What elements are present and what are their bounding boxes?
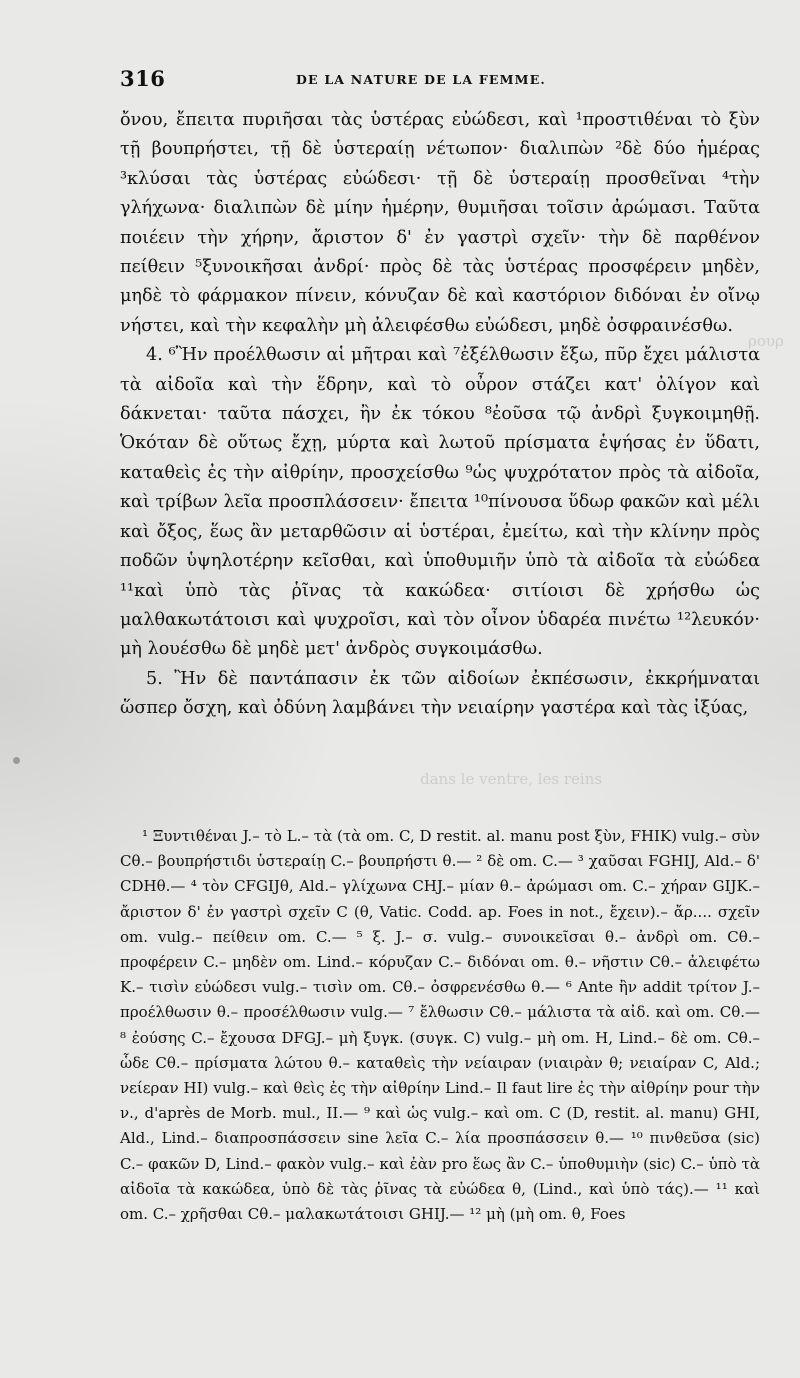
section-text: Ἢν δὲ παντάπασιν ἐκ τῶν αἰδοίων ἐκπέσωσιν, ἐκκρήμναται ὥσπερ ὄσχη, καὶ ὀδύνη λαμβάνει τὴν νειαίρην γαστέρα καὶ τὰς ἰξύας, xyxy=(120,668,761,719)
section-number: 5. xyxy=(146,668,163,689)
running-title: DE LA NATURE DE LA FEMME. xyxy=(296,72,546,87)
section-number: 4. xyxy=(146,345,163,366)
page-number: 316 xyxy=(120,66,166,91)
section-5 xyxy=(120,665,760,724)
main-text xyxy=(120,106,760,724)
bleed-through-mark: dans le ventre, les reins xyxy=(420,770,603,788)
section-4 xyxy=(120,341,760,664)
bleed-through-mark: ρουρ xyxy=(748,332,784,350)
footnotes xyxy=(120,824,760,1227)
section-text: ⁶Ἢν προέλθωσιν αἱ μῆτραι καὶ ⁷ἐξέλθωσιν ἔξω, πῦρ ἔχει μάλιστα τὰ αἰδοῖα καὶ τὴν ἕδρην, καὶ τὸ οὖρον στάζει κατ' ὀλίγον καὶ δάκνεται· ταῦτα πάσχει, ἢν ἐκ τόκου ⁸ἐοῦσα τῷ ἀνδρὶ ξυγκοιμηθῇ. Ὁκόταν δὲ οὕτως ἔχῃ, μύρτα καὶ λωτοῦ πρίσματα ἑψήσας ἐν ὕδατι, καταθεὶς ἐς τὴν αἰθρίην, προσχείσθω ⁹ὡς ψυχρότατον πρὸς τὰ αἰδοῖα, καὶ τρίβων λεῖα προσπλάσσειν· ἔπειτα ¹⁰πίνουσα ὕδωρ φακῶν καὶ μέλι καὶ ὄξος, ἕως ἂν μεταρθῶσιν αἱ ὑστέραι, ἐμείτω, καὶ τὴν κλίνην πρὸς ποδῶν ὑψηλοτέρην κεῖσθαι, καὶ ὑποθυμιῆν ὑπὸ τὰ αἰδοῖα τὰ εὐώδεα ¹¹καὶ ὑπὸ τὰς ῥῖνας τὰ κακώδεα· σιτίοισι δὲ χρήσθω ὡς μαλθακωτάτοισι καὶ ψυχροῖσι, καὶ τὸν οἶνον ὑδαρέα πινέτω ¹²λευκόν· μὴ λουέσθω δὲ μηδὲ μετ' ἀνδρὸς συγκοιμάσθω. xyxy=(120,345,761,660)
page-header xyxy=(120,64,760,104)
paragraph-continuation: ὄνου, ἔπειτα πυριῆσαι τὰς ὑστέρας εὐώδεσι, καὶ ¹προστιθέναι τὸ ξὺν τῇ βουπρήστει, τῇ δὲ ὑστεραίῃ νέτωπον· διαλιπὼν ²δὲ δύο ἡμέρας ³κλύσαι τὰς ὑστέρας εὐώδεσι· τῇ δὲ ὑστεραίῃ προσθεῖναι ⁴τὴν γλήχωνα· διαλιπὼν δὲ μίην ἡμέρην, θυμιῆσαι τοῖσιν ἀρώμασι. Ταῦτα ποιέειν τὴν χήρην, ἄριστον δ' ἐν γαστρὶ σχεῖν· τὴν δὲ παρθένον πείθειν ⁵ξυνοικῆσαι ἀνδρί· πρὸς δὲ τὰς ὑστέρας προσφέρειν μηδὲν, μηδὲ τὸ φάρμακον πίνειν, κόνυζαν δὲ καὶ καστόριον διδόναι ἐν οἴνῳ νήστει, καὶ τὴν κεφαλὴν μὴ ἀλειφέσθω εὐώδεσι, μηδὲ ὀσφραινέσθω. xyxy=(120,110,760,336)
footnote-apparatus: ¹ Ξυντιθέναι J.– τὸ L.– τὰ (τὰ om. C, D restit. al. manu post ξὺν, FHIK) vulg.– σὺν Cθ.– βουπρήστιδι ὑστεραίῃ C.– βουπρήστι θ.— ² δὲ om. C.— ³ χαῦσαι FGHIJ, Ald.– δ' CDHθ.— ⁴ τὸν CFGIJθ, Ald.– γλίχωνα CHJ.– μίαν θ.– ἀρώμασι om. C.– χήραν GIJK.– ἄριστον δ' ἐν γαστρὶ σχεῖν C (θ, Vatic. Codd. ap. Foes in not., ἔχειν).– ἄρ.... σχεῖν om. vulg.– πείθειν om. C.— ⁵ ξ. J.– σ. vulg.– συνοικεῖσαι θ.– ἀνδρὶ om. Cθ.– προφέρειν C.– μηδὲν om. Lind.– κόρυζαν C.– διδόναι om. θ.– νῆστιν Cθ.– ἀλειφέτω K.– τισὶν εὐώδεσι vulg.– τισὶν om. Cθ.– ὀσφρενέσθω θ.— ⁶ Ante ἢν addit τρίτον J.– προέλθωσιν θ.– προσέλθωσιν vulg.— ⁷ ἔλθωσιν Cθ.– μάλιστα τὰ αἰδ. καὶ om. Cθ.— ⁸ ἐούσης C.– ἔχουσα DFGJ.– μὴ ξυγκ. (συγκ. C) vulg.– μὴ om. H, Lind.– δὲ om. Cθ.– ὧδε Cθ.– πρίσματα λώτου θ.– καταθεὶς τὴν νείαιραν (νιαιρὰν θ; νειαίραν C, Ald.; νείεραν HI) vulg.– καὶ θεὶς ἐς τὴν αἰθρίην Lind.– Il faut lire ἐς τὴν αἰθρίην pour τὴν ν., d'après de Morb. mul., II.— ⁹ καὶ ὡς vulg.– καὶ om. C (D, restit. al. manu) GHI, Ald., Lind.– διαπροσπάσσειν sine λεῖα C.– λία προσπάσσειν θ.— ¹⁰ πινθεῦσα (sic) C.– φακῶν D, Lind.– φακὸν vulg.– καὶ ἐὰν pro ἕως ἂν C.– ὑποθυμιὴν (sic) C.– ὑπὸ τὰ αἰδοῖα τὰ κακώδεα, ὑπὸ δὲ τὰς ῥῖνας τὰ εὐώδεα θ, (Lind., καὶ ὑπὸ τάς).— ¹¹ καὶ om. C.– χρῆσθαι Cθ.– μαλακωτάτοισι GHIJ.— ¹² μὴ (μὴ om. θ, Foes xyxy=(120,827,760,1224)
binding-mark xyxy=(13,757,20,764)
